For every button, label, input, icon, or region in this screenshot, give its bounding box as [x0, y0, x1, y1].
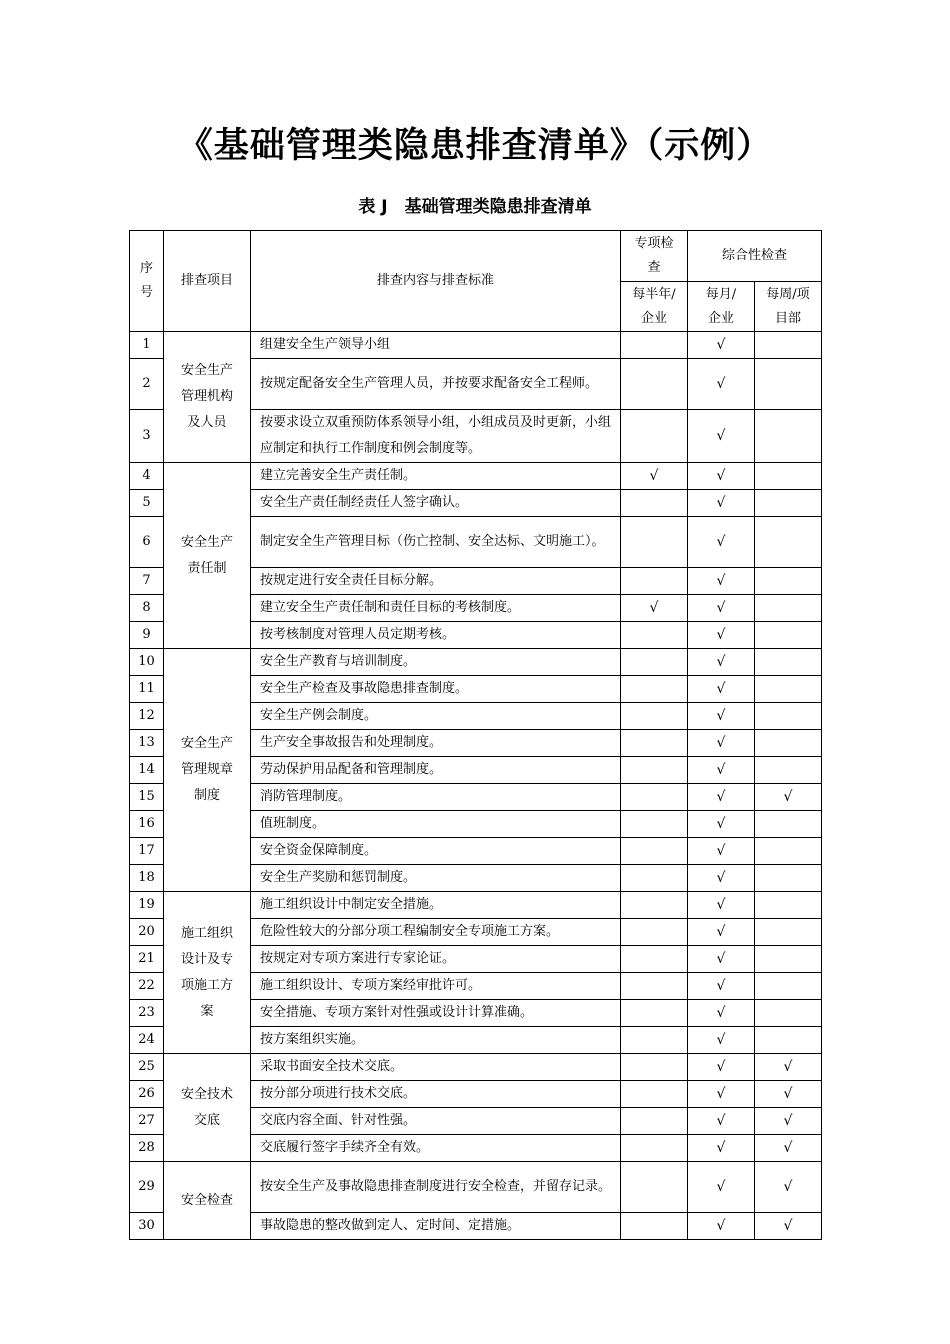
check-weekly — [755, 517, 822, 568]
row-content: 劳动保护用品配备和管理制度。 — [251, 757, 621, 784]
check-monthly: √ — [688, 1213, 755, 1240]
check-monthly: √ — [688, 595, 755, 622]
row-content: 消防管理制度。 — [251, 784, 621, 811]
row-seq: 17 — [130, 838, 164, 865]
row-seq: 19 — [130, 892, 164, 919]
row-seq: 15 — [130, 784, 164, 811]
header-special: 专项检查 — [621, 231, 688, 282]
check-monthly: √ — [688, 757, 755, 784]
row-content: 安全资金保障制度。 — [251, 838, 621, 865]
check-monthly: √ — [688, 622, 755, 649]
check-monthly: √ — [688, 1162, 755, 1213]
check-weekly — [755, 919, 822, 946]
check-half-year — [621, 865, 688, 892]
row-content: 按方案组织实施。 — [251, 1027, 621, 1054]
check-half-year — [621, 1108, 688, 1135]
check-monthly: √ — [688, 1027, 755, 1054]
row-seq: 22 — [130, 973, 164, 1000]
check-weekly: √ — [755, 1213, 822, 1240]
group-item-name: 施工组织设计及专项施工方案 — [164, 892, 251, 1054]
row-content: 按分部分项进行技术交底。 — [251, 1081, 621, 1108]
check-weekly — [755, 490, 822, 517]
row-content: 交底履行签字手续齐全有效。 — [251, 1135, 621, 1162]
check-weekly: √ — [755, 1054, 822, 1081]
row-content: 交底内容全面、针对性强。 — [251, 1108, 621, 1135]
header-half-year: 每半年/企业 — [621, 282, 688, 332]
table-row — [130, 892, 822, 919]
group-item-name: 安全技术交底 — [164, 1054, 251, 1162]
group-item-name: 安全生产管理机构及人员 — [164, 332, 251, 463]
table-row — [130, 1054, 822, 1081]
check-half-year — [621, 568, 688, 595]
row-seq: 26 — [130, 1081, 164, 1108]
row-content: 安全生产责任制经责任人签字确认。 — [251, 490, 621, 517]
row-content: 安全生产奖励和惩罚制度。 — [251, 865, 621, 892]
check-weekly: √ — [755, 1081, 822, 1108]
row-content: 按要求设立双重预防体系领导小组，小组成员及时更新，小组应制定和执行工作制度和例会制度等。 — [251, 410, 621, 463]
check-monthly: √ — [688, 1135, 755, 1162]
row-content: 生产安全事故报告和处理制度。 — [251, 730, 621, 757]
checklist-table — [129, 230, 822, 1240]
check-half-year — [621, 757, 688, 784]
check-monthly: √ — [688, 811, 755, 838]
check-weekly: √ — [755, 1135, 822, 1162]
group-item-name: 安全生产责任制 — [164, 463, 251, 649]
header-seq: 序号 — [130, 231, 164, 332]
check-half-year — [621, 1162, 688, 1213]
check-half-year — [621, 811, 688, 838]
check-half-year — [621, 490, 688, 517]
check-monthly: √ — [688, 490, 755, 517]
row-content: 建立安全生产责任制和责任目标的考核制度。 — [251, 595, 621, 622]
check-half-year — [621, 838, 688, 865]
row-seq: 24 — [130, 1027, 164, 1054]
check-monthly: √ — [688, 730, 755, 757]
check-weekly — [755, 757, 822, 784]
row-content: 组建安全生产领导小组 — [251, 332, 621, 359]
check-half-year — [621, 973, 688, 1000]
row-content: 按安全生产及事故隐患排查制度进行安全检查，并留存记录。 — [251, 1162, 621, 1213]
row-seq: 5 — [130, 490, 164, 517]
check-half-year — [621, 359, 688, 410]
row-seq: 21 — [130, 946, 164, 973]
check-weekly — [755, 1027, 822, 1054]
row-content: 施工组织设计中制定安全措施。 — [251, 892, 621, 919]
check-weekly — [755, 410, 822, 463]
table-row — [130, 332, 822, 359]
check-half-year — [621, 946, 688, 973]
check-monthly: √ — [688, 973, 755, 1000]
row-seq: 18 — [130, 865, 164, 892]
row-seq: 9 — [130, 622, 164, 649]
row-content: 建立完善安全生产责任制。 — [251, 463, 621, 490]
check-half-year — [621, 517, 688, 568]
check-weekly — [755, 463, 822, 490]
check-monthly: √ — [688, 410, 755, 463]
checklist-body — [130, 332, 822, 1240]
row-content: 安全生产教育与培训制度。 — [251, 649, 621, 676]
check-half-year — [621, 676, 688, 703]
row-content: 按规定进行安全责任目标分解。 — [251, 568, 621, 595]
check-weekly — [755, 595, 822, 622]
header-weekly: 每周/项目部 — [755, 282, 822, 332]
check-monthly: √ — [688, 1081, 755, 1108]
check-half-year — [621, 703, 688, 730]
check-monthly: √ — [688, 946, 755, 973]
check-weekly — [755, 838, 822, 865]
row-seq: 25 — [130, 1054, 164, 1081]
header-monthly: 每月/企业 — [688, 282, 755, 332]
row-seq: 20 — [130, 919, 164, 946]
group-item-name: 安全生产管理规章制度 — [164, 649, 251, 892]
check-monthly: √ — [688, 919, 755, 946]
check-half-year — [621, 1213, 688, 1240]
check-weekly — [755, 359, 822, 410]
check-weekly — [755, 703, 822, 730]
check-half-year — [621, 1054, 688, 1081]
check-weekly — [755, 568, 822, 595]
check-weekly — [755, 973, 822, 1000]
check-monthly: √ — [688, 649, 755, 676]
row-content: 施工组织设计、专项方案经审批许可。 — [251, 973, 621, 1000]
row-seq: 2 — [130, 359, 164, 410]
check-weekly — [755, 1000, 822, 1027]
row-content: 安全生产检查及事故隐患排查制度。 — [251, 676, 621, 703]
row-content: 安全生产例会制度。 — [251, 703, 621, 730]
row-seq: 23 — [130, 1000, 164, 1027]
check-monthly: √ — [688, 1108, 755, 1135]
document-title: 《基础管理类隐患排查清单》（示例） — [177, 125, 773, 166]
header-content: 排查内容与排查标准 — [251, 231, 621, 332]
check-weekly — [755, 811, 822, 838]
check-half-year: √ — [621, 595, 688, 622]
check-monthly: √ — [688, 865, 755, 892]
check-monthly: √ — [688, 892, 755, 919]
check-half-year — [621, 730, 688, 757]
check-weekly — [755, 730, 822, 757]
table-row — [130, 463, 822, 490]
header-item: 排查项目 — [164, 231, 251, 332]
check-weekly — [755, 892, 822, 919]
table-caption: 表 J 基础管理类隐患排查清单 — [358, 197, 592, 217]
check-half-year — [621, 1081, 688, 1108]
row-content: 安全措施、专项方案针对性强或设计计算准确。 — [251, 1000, 621, 1027]
check-monthly: √ — [688, 332, 755, 359]
check-monthly: √ — [688, 784, 755, 811]
check-monthly: √ — [688, 359, 755, 410]
row-seq: 11 — [130, 676, 164, 703]
group-item-name: 安全检查 — [164, 1162, 251, 1240]
check-monthly: √ — [688, 517, 755, 568]
row-content: 制定安全生产管理目标（伤亡控制、安全达标、文明施工）。 — [251, 517, 621, 568]
table-row — [130, 649, 822, 676]
check-weekly — [755, 332, 822, 359]
check-weekly — [755, 946, 822, 973]
header-comprehensive: 综合性检查 — [688, 231, 822, 282]
check-half-year — [621, 649, 688, 676]
check-half-year — [621, 1027, 688, 1054]
check-half-year — [621, 1000, 688, 1027]
row-seq: 4 — [130, 463, 164, 490]
check-weekly: √ — [755, 784, 822, 811]
check-half-year — [621, 919, 688, 946]
row-seq: 12 — [130, 703, 164, 730]
check-weekly — [755, 649, 822, 676]
row-content: 按考核制度对管理人员定期考核。 — [251, 622, 621, 649]
check-monthly: √ — [688, 1054, 755, 1081]
check-half-year — [621, 410, 688, 463]
row-content: 危险性较大的分部分项工程编制安全专项施工方案。 — [251, 919, 621, 946]
check-monthly: √ — [688, 703, 755, 730]
row-seq: 28 — [130, 1135, 164, 1162]
row-seq: 1 — [130, 332, 164, 359]
row-seq: 27 — [130, 1108, 164, 1135]
row-content: 按规定配备安全生产管理人员，并按要求配备安全工程师。 — [251, 359, 621, 410]
check-weekly: √ — [755, 1108, 822, 1135]
check-half-year — [621, 784, 688, 811]
check-half-year — [621, 332, 688, 359]
row-seq: 3 — [130, 410, 164, 463]
row-content: 按规定对专项方案进行专家论证。 — [251, 946, 621, 973]
check-monthly: √ — [688, 1000, 755, 1027]
check-weekly — [755, 622, 822, 649]
check-monthly: √ — [688, 676, 755, 703]
row-content: 事故隐患的整改做到定人、定时间、定措施。 — [251, 1213, 621, 1240]
row-seq: 7 — [130, 568, 164, 595]
row-seq: 29 — [130, 1162, 164, 1213]
check-weekly — [755, 865, 822, 892]
table-row — [130, 1162, 822, 1213]
check-monthly: √ — [688, 568, 755, 595]
check-half-year: √ — [621, 463, 688, 490]
row-seq: 6 — [130, 517, 164, 568]
row-seq: 10 — [130, 649, 164, 676]
row-seq: 16 — [130, 811, 164, 838]
check-monthly: √ — [688, 463, 755, 490]
check-monthly: √ — [688, 838, 755, 865]
row-seq: 13 — [130, 730, 164, 757]
row-seq: 14 — [130, 757, 164, 784]
check-weekly — [755, 676, 822, 703]
check-half-year — [621, 892, 688, 919]
check-half-year — [621, 622, 688, 649]
row-content: 采取书面安全技术交底。 — [251, 1054, 621, 1081]
check-half-year — [621, 1135, 688, 1162]
row-content: 值班制度。 — [251, 811, 621, 838]
check-weekly: √ — [755, 1162, 822, 1213]
row-seq: 8 — [130, 595, 164, 622]
row-seq: 30 — [130, 1213, 164, 1240]
